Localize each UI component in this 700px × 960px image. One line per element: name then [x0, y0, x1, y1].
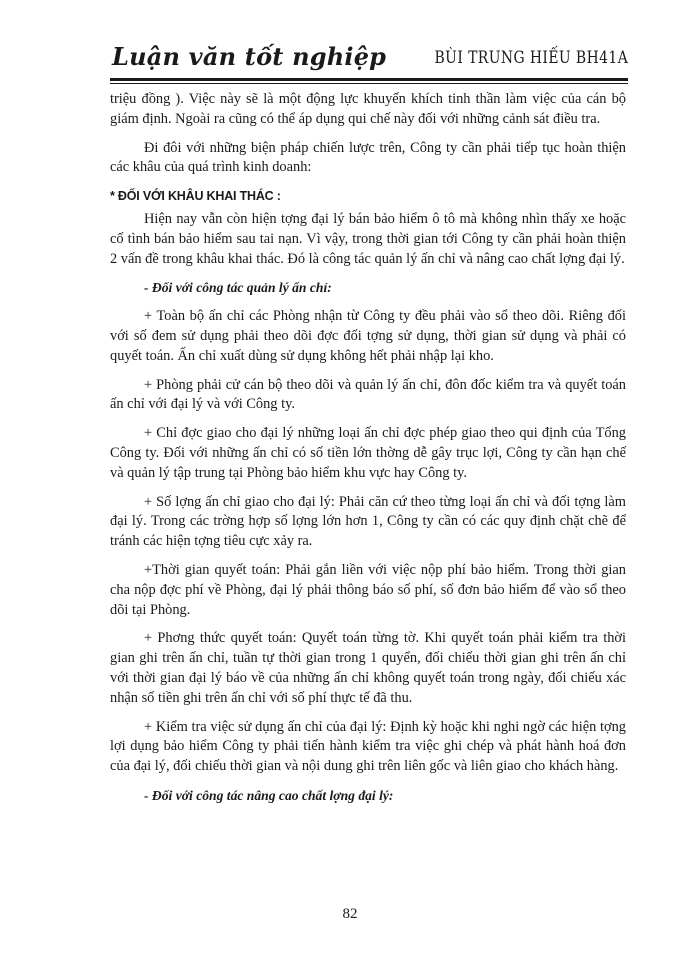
paragraph: triệu đồng ). Việc này sẽ là một động lực khuyến khích tinh thần làm việc của cán bộ giám định. Ngoài ra cũng có thể áp dụng qui chế này đối với những cảnh sát điều tra. [110, 91, 626, 127]
paragraph: Hiện nay vẫn còn hiện tợng đại lý bán bảo hiểm ô tô mà không nhìn thấy xe hoặc cố tình bán bảo hiểm sau tai nạn. Vì vậy, trong thời gian tới Công ty cần phải hoàn thiện 2 vấn đề trong khâu khai thác. Đó là công tác quản lý ấn chỉ và nâng cao chất lợng đại lý. [110, 210, 626, 267]
body-text [110, 90, 626, 815]
header-author: BÙI TRUNG HIẾU BH41A [434, 48, 628, 68]
paragraph: + Phơng thức quyết toán: Quyết toán từng tờ. Khi quyết toán phải kiểm tra thời gian ghi trên ấn chỉ, tuần tự thời gian trong 1 quyển, đối chiếu thời gian ghi trên ấn chỉ với thời gian đại lý báo về của những ấn chỉ không quyết toán trong ngày, đối chiếu xác nhận số tiền ghi trên ấn chỉ với số phí thực tế đã thu. [110, 630, 626, 706]
paragraph: + Toàn bộ ấn chỉ các Phòng nhận từ Công ty đều phải vào sổ theo dõi. Riêng đối với số đem sử dụng phải theo dõi đợc đối tợng sử dụng, thời gian sử dụng và phải có quyết toán. Ấn chỉ xuất dùng sử dụng không hết phải nhập lại kho. [110, 308, 626, 364]
subsection-heading: - Đối với công tác quản lý ấn chỉ: [144, 280, 332, 296]
paragraph: + Kiểm tra việc sử dụng ấn chỉ của đại lý: Định kỳ hoặc khi nghi ngờ các hiện tợng lợi dụng bảo hiểm Công ty phải tiến hành kiểm tra việc ghi chép và phát hành hoá đơn của đại lý, đối chiếu thời gian và nội dung ghi trên liên gốc và liên giao cho khách hàng. [110, 718, 626, 775]
paragraph: + Số lợng ấn chỉ giao cho đại lý: Phải căn cứ theo từng loại ấn chỉ và đối tợng làm đại lý. Trong các trờng hợp số lợng lớn hơn 1, Công ty cần có các quy định chặt chẽ để tránh các hiện tợng tiêu cực xảy ra. [110, 493, 626, 550]
header-rule-thick [110, 78, 628, 81]
paragraph: + Phòng phải cử cán bộ theo dõi và quản lý ấn chỉ, đôn đốc kiểm tra và quyết toán ấn chỉ với đại lý và với Công ty. [110, 376, 626, 413]
section-heading: * ĐỐI VỚI KHÂU KHAI THÁC : [110, 189, 281, 204]
header-document-title: Luận văn tốt nghiệp [112, 42, 387, 71]
paragraph: Đi đôi với những biện pháp chiến lược trên, Công ty cần phải tiếp tục hoàn thiện các khâu của quá trình kinh doanh: [110, 139, 626, 176]
page-header [110, 42, 628, 78]
subsection-heading: - Đối với công tác nâng cao chất lợng đại lý: [144, 787, 394, 803]
paragraph: + Chỉ đợc giao cho đại lý những loại ấn chỉ đợc phép giao theo qui định của Tổng Công ty. Đối với những ấn chỉ có số tiền lớn thờng dễ gây trục lợi, Công ty cần hạn chế và quản lý tập trung tại Phòng bảo hiểm khu vực hay Công ty. [110, 425, 626, 481]
paragraph: +Thời gian quyết toán: Phải gắn liền với việc nộp phí bảo hiểm. Trong thời gian cha nộp đợc phí về Phòng, đại lý phải thông báo số phí, số đơn bảo hiểm để vào sổ theo dõi tại Phòng. [110, 561, 626, 618]
page-number: 82 [342, 906, 358, 922]
header-rule-thin [110, 83, 628, 84]
